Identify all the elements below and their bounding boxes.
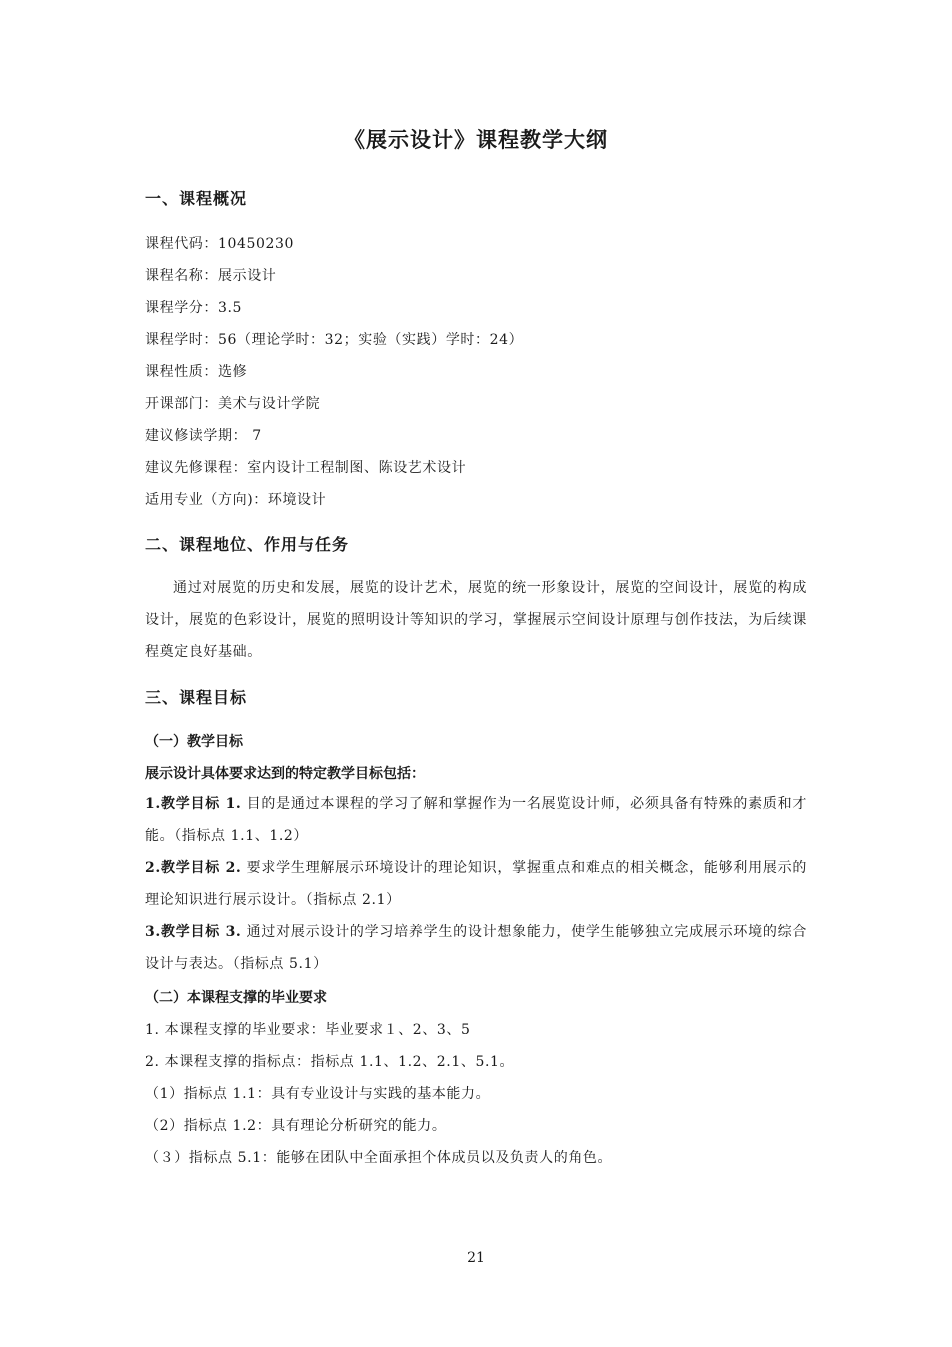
info-line: 开课部门：美术与设计学院 xyxy=(145,396,321,412)
info-line: 课程名称：展示设计 xyxy=(145,268,277,284)
requirement-line: （1）指标点 1.1：具有专业设计与实践的基本能力。 xyxy=(145,1086,491,1102)
info-line: 建议修读学期： 7 xyxy=(145,428,262,444)
goal-item-1 xyxy=(145,788,807,852)
section-heading-overview: 一、课程概况 xyxy=(145,189,248,208)
goal-item-3 xyxy=(145,916,807,980)
goal-label: 3.教学目标 3. xyxy=(145,924,242,940)
section-heading-goals: 三、课程目标 xyxy=(145,688,248,707)
goals-intro: 展示设计具体要求达到的特定教学目标包括： xyxy=(145,766,425,782)
requirement-line: （2）指标点 1.2：具有理论分析研究的能力。 xyxy=(145,1118,447,1134)
section-heading-role: 二、课程地位、作用与任务 xyxy=(145,535,350,554)
info-line: 适用专业（方向)：环境设计 xyxy=(145,492,327,508)
goal-item-2 xyxy=(145,852,807,916)
info-line: 课程性质：选修 xyxy=(145,364,248,380)
subheading-teaching-goals: （一）教学目标 xyxy=(145,734,243,750)
info-line: 课程学时：56（理论学时：32；实验（实践）学时：24） xyxy=(145,332,524,348)
subheading-graduation-requirements: （二）本课程支撑的毕业要求 xyxy=(145,990,327,1006)
role-paragraph: 通过对展览的历史和发展，展览的设计艺术，展览的统一形象设计，展览的空间设计，展览的构成设计，展览的色彩设计，展览的照明设计等知识的学习，掌握展示空间设计原理与创作技法，为后续课程奠定良好基础。 xyxy=(145,580,807,660)
goal-label: 1.教学目标 1. xyxy=(145,796,242,812)
goal-label: 2.教学目标 2. xyxy=(145,860,242,876)
requirement-line: 2. 本课程支撑的指标点：指标点 1.1、1.2、2.1、5.1。 xyxy=(145,1054,515,1070)
requirement-line: （３）指标点 5.1：能够在团队中全面承担个体成员以及负责人的角色。 xyxy=(145,1150,613,1166)
goal-text: 目的是通过本课程的学习了解和掌握作为一名展览设计师，必须具备有特殊的素质和才能。（指标点 1.1、1.2） xyxy=(145,796,807,844)
document-title: 《展示设计》课程教学大纲 xyxy=(344,127,608,152)
info-line: 建议先修课程：室内设计工程制图、陈设艺术设计 xyxy=(145,460,467,476)
page-number: 21 xyxy=(467,1250,485,1266)
goal-text: 通过对展示设计的学习培养学生的设计想象能力，使学生能够独立完成展示环境的综合设计与表达。（指标点 5.1） xyxy=(145,924,807,972)
info-line: 课程学分：3.5 xyxy=(145,300,243,316)
goal-text: 要求学生理解展示环境设计的理论知识，掌握重点和难点的相关概念，能够利用展示的理论知识进行展示设计。（指标点 2.1） xyxy=(145,860,807,908)
info-line: 课程代码：10450230 xyxy=(145,236,295,252)
requirement-line: 1. 本课程支撑的毕业要求：毕业要求１、2、3、5 xyxy=(145,1022,471,1038)
